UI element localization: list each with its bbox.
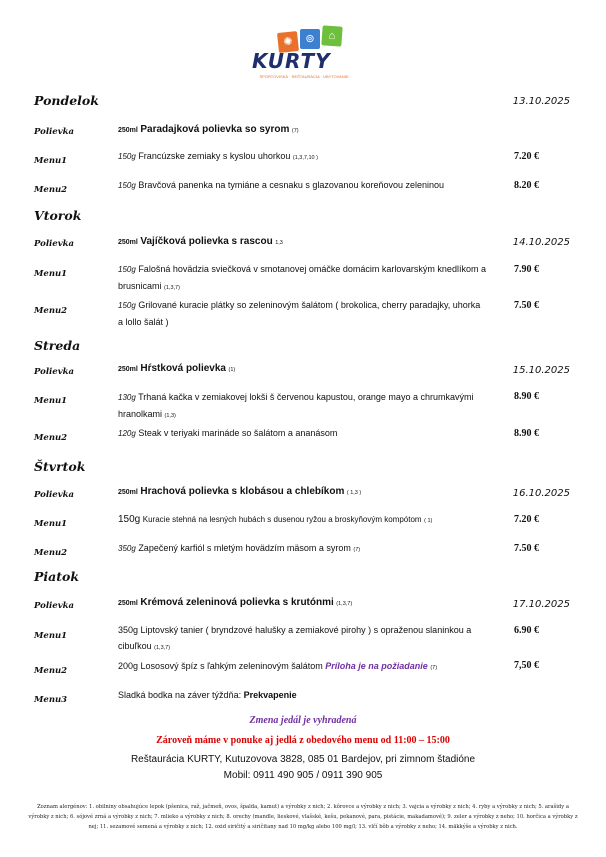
- menu-price: 8.20 €: [514, 180, 539, 191]
- soup-item: 250ml Krémová zeleninová polievka s krutónmi (1,3,7): [118, 597, 353, 608]
- menu-price: 6.90 €: [514, 625, 539, 636]
- menu-item: 350g Zapečený karfiól s mletým hovädzím mäsom a syrom (7): [118, 543, 361, 553]
- day-date: 16.10.2025: [512, 488, 570, 499]
- cutlery-icon: ⊚: [300, 29, 320, 49]
- menu-label: Menu1: [34, 269, 68, 279]
- menu-item: 150g Bravčová panenka na tymiáne a cesnaku s glazovanou koreňovou zeleninou: [118, 180, 445, 190]
- menu-label: Menu1: [34, 631, 68, 641]
- menu-item: 200g Lososový špíz s ľahkým zeleninovým šalátom Príloha je na požiadanie (7): [118, 661, 438, 671]
- day-title: Piatok: [34, 569, 80, 584]
- soup-label: Polievka: [34, 490, 75, 500]
- menu-item: 130g Trhaná kačka v zemiakovej lokši š červenou kapustou, orange mayo a chrumkavými hranolkami (1,3): [118, 392, 474, 419]
- day-title: Vtorok: [34, 208, 82, 223]
- menu-label: Menu2: [34, 433, 68, 443]
- logo-wordmark: KURTY: [252, 49, 331, 73]
- menu-item: Sladká bodka na záver týždňa: Prekvapenie: [118, 690, 297, 700]
- menu-item: 150g Falošná hovädzia sviečková v smotanovej omáčke domácim karlovarským knedlíkom a brusnicami (1,3,7): [118, 264, 486, 291]
- menu-label: Menu1: [34, 519, 68, 529]
- soup-label: Polievka: [34, 601, 75, 611]
- menu-label: Menu3: [34, 695, 68, 705]
- soup-label: Polievka: [34, 127, 75, 137]
- soup-item: 250ml Hŕstková polievka (1): [118, 363, 236, 374]
- day-title: Streda: [34, 338, 81, 353]
- soup-item: 250ml Vajíčková polievka s rascou 1,3: [118, 236, 283, 247]
- allergen-list: Zoznam alergénov: 1. obilniny obsahujúce lepok (pšenica, raž, jačmeň, ovos, špalda, kamut) a výrobky z nich; 2. kôrovce a výrobky z nich; 3. vajcia a výrobky z nich; 4. ryby a výrobky z nich; 5. arašidy a výrobky z nich; 6. sójové zrná a výrobky z nich; 7. mlieko a výrobky z nich; 8. orechy (mandle, lieskové, vlašské, kešu, pekanové, para, pistácie, makadamové); 9. zeler a výrobky z neho; 10. horčica a výrobky z nej; 11. sezamové semená a výrobky z nich; 12. oxid siričitý a siričitany nad 10 mg/kg alebo 100 mg/l; 13. vlčí bôb a výrobky z neho; 14. mäkkýše a výrobky z nich.: [28, 804, 578, 830]
- soup-label: Polievka: [34, 367, 75, 377]
- side-dish-note: Príloha je na požiadanie: [325, 661, 428, 671]
- menu-label: Menu2: [34, 306, 68, 316]
- menu-price: 7.50 €: [514, 543, 539, 554]
- menu-label: Menu1: [34, 156, 68, 166]
- menu-item: 150g Kuracie stehná na lesných hubách s dusenou ryžou a broskyňovým kompótom ( 1): [118, 514, 433, 525]
- menu-price: 8.90 €: [514, 428, 539, 439]
- restaurant-phone: Mobil: 0911 490 905 / 0911 390 905: [223, 770, 383, 781]
- menu-label: Menu2: [34, 548, 68, 558]
- menu-price: 7.20 €: [514, 514, 539, 525]
- menu-price: 7.50 €: [514, 300, 539, 311]
- day-title: Štvrtok: [34, 459, 86, 474]
- day-date: 17.10.2025: [512, 599, 570, 610]
- menu-label: Menu2: [34, 666, 68, 676]
- tennis-icon: ✺: [277, 31, 299, 53]
- menu-item: 120g Steak v teriyaki marináde so šalátom a ananásom: [118, 428, 338, 438]
- house-icon: ⌂: [321, 25, 342, 46]
- day-date: 15.10.2025: [512, 365, 570, 376]
- menu-price: 7.20 €: [514, 151, 539, 162]
- lunch-note: Zároveň máme v ponuke aj jedlá z obedového menu od 11:00 – 15:00: [156, 735, 450, 746]
- day-date: 14.10.2025: [512, 237, 570, 248]
- menu-price: 7.90 €: [514, 264, 539, 275]
- soup-item: 250ml Paradajková polievka so syrom (7): [118, 124, 299, 135]
- menu-price: 8.90 €: [514, 391, 539, 402]
- menu-label: Menu1: [34, 396, 68, 406]
- day-title: Pondelok: [34, 93, 99, 108]
- restaurant-address: Reštaurácia KURTY, Kutuzovova 3828, 085 01 Bardejov, pri zimnom štadióne: [130, 754, 476, 765]
- soup-item: 250ml Hrachová polievka s klobásou a chlebíkom ( 1,3 ): [118, 486, 362, 497]
- menu-label: Menu2: [34, 185, 68, 195]
- menu-item: 150g Francúzske zemiaky s kyslou uhorkou (1,3,7,10 ): [118, 151, 318, 161]
- kurty-logo: [248, 24, 360, 82]
- day-date: 13.10.2025: [512, 96, 570, 107]
- soup-label: Polievka: [34, 239, 75, 249]
- logo-tagline: ŠPORTOVISKÁ · REŠTAURÁCIA · UBYTOVANIE: [259, 74, 349, 79]
- menu-price: 7,50 €: [514, 660, 539, 671]
- menu-item: 150g Grilované kuracie plátky so zeleninovým šalátom ( brokolica, cherry paradajky, uhorka a lollo šalát ): [118, 300, 481, 327]
- menu-item: 350g Liptovský tanier ( bryndzové halušky a zemiakové pirohy ) s opraženou slaninkou a cibuľkou (1,3,7): [118, 625, 472, 651]
- change-note: Zmena jedál je vyhradená: [249, 715, 357, 726]
